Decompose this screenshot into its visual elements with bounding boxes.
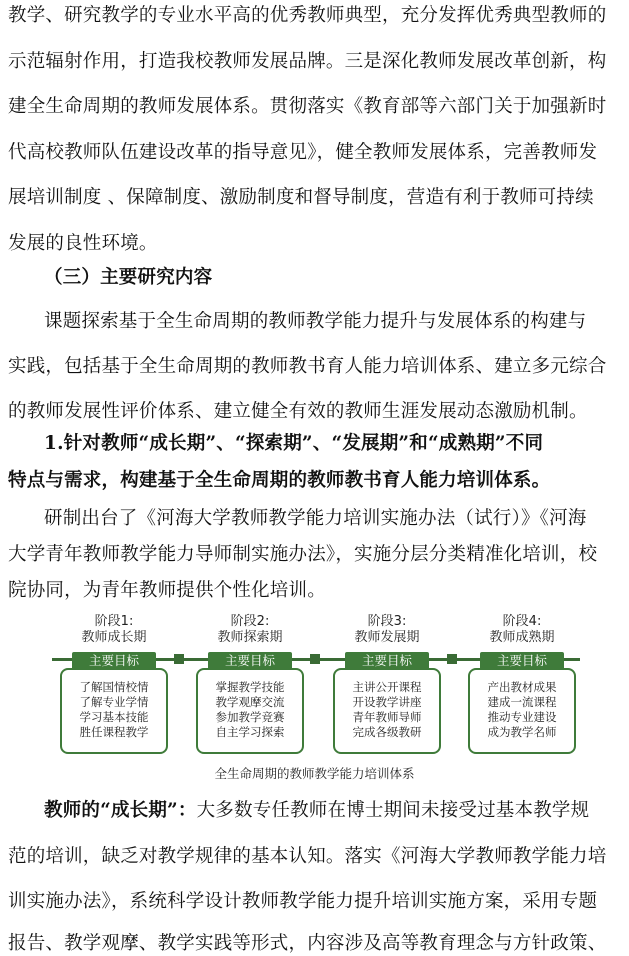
paragraph-line: 范的培训，缺乏对教学规律的基本认知。落实《河海大学教师教学能力培 <box>8 846 607 867</box>
timeline-node <box>447 654 457 664</box>
stage-number: 阶段3: <box>367 614 407 629</box>
stage-goal-label: 主要目标 <box>345 652 429 670</box>
stage-item: 推动专业建设 <box>487 710 557 724</box>
point-heading-line: 特点与需求，构建基于全生命周期的教师教书育人能力培训体系。 <box>8 470 551 491</box>
stage-2-box <box>196 668 304 754</box>
paragraph-line: 展培训制度 、保障制度、激励制度和督导制度，营造有利于教师可持续 <box>8 187 594 208</box>
stage-name: 教师成长期 <box>81 630 147 645</box>
stage-item: 主讲公开课程 <box>352 680 422 694</box>
stage-item: 掌握教学技能 <box>215 680 285 694</box>
stage-item: 了解专业学情 <box>79 695 149 709</box>
stage-number: 阶段2: <box>230 614 270 629</box>
paragraph-line: 院协同，为青年教师提供个性化培训。 <box>8 580 326 601</box>
stage-goal-label: 主要目标 <box>72 652 156 670</box>
stage-1-title <box>56 614 172 646</box>
stage-item: 教学观摩交流 <box>215 695 285 709</box>
stage-3-title <box>329 614 445 646</box>
stage-name: 教师发展期 <box>354 630 420 645</box>
paragraph-line: 训实施办法》，系统科学设计教师教学能力提升培训实施方案，采用专题 <box>8 891 598 912</box>
stage-item: 建成一流课程 <box>487 695 557 709</box>
stage-2-title <box>192 614 308 646</box>
stage-item: 自主学习探索 <box>215 725 285 739</box>
stage-item: 参加教学竞赛 <box>215 710 285 724</box>
stage-4-box <box>468 668 576 754</box>
stage-item: 开设教学讲座 <box>352 695 422 709</box>
paragraph-line: 教学、研究教学的专业水平高的优秀教师典型，充分发挥优秀典型教师的 <box>8 5 607 26</box>
phase-lead: 教师的“成长期”： <box>44 800 197 821</box>
stage-item: 学习基本技能 <box>79 710 149 724</box>
stage-item: 产出教材成果 <box>487 680 557 694</box>
stage-goal-label: 主要目标 <box>480 652 564 670</box>
timeline-node <box>310 654 320 664</box>
paragraph-line <box>44 799 622 823</box>
paragraph-text: 大多数专任教师在博士期间未接受过基本教学规 <box>196 800 590 821</box>
stage-1-box <box>60 668 168 754</box>
stage-name: 教师成熟期 <box>489 630 555 645</box>
paragraph-line: 课题探索基于全生命周期的教师教学能力提升与发展体系的构建与 <box>44 311 587 332</box>
paragraph-line: 的教师发展性评价体系、建立健全有效的教师生涯发展动态激励机制。 <box>8 401 588 422</box>
paragraph-line: 报告、教学观摩、教学实践等形式，内容涉及高等教育理念与方针政策、 <box>8 933 607 954</box>
paragraph-line: 代高校教师队伍建设改革的指导意见》，健全教师发展体系，完善教师发 <box>8 142 598 163</box>
paragraph-line: 示范辐射作用，打造我校教师发展品牌。三是深化教师发展改革创新，构 <box>8 51 607 72</box>
paragraph-line: 研制出台了《河海大学教师教学能力培训实施办法（试行）》《河海 <box>44 508 587 529</box>
timeline-node <box>174 654 184 664</box>
training-system-diagram <box>52 614 580 764</box>
stage-item: 了解国情校情 <box>79 680 149 694</box>
stage-3-box <box>333 668 441 754</box>
stage-4-title <box>464 614 580 646</box>
stage-item: 成为教学名师 <box>487 725 557 739</box>
stage-goal-label: 主要目标 <box>208 652 292 670</box>
stage-item: 完成各级教研 <box>352 725 422 739</box>
stage-item: 青年教师导师 <box>352 710 422 724</box>
stage-number: 阶段1: <box>94 614 134 629</box>
paragraph-line: 实践，包括基于全生命周期的教师教书育人能力培训体系、建立多元综合 <box>8 356 607 377</box>
paragraph-line: 发展的良性环境。 <box>8 233 158 254</box>
section-heading: （三）主要研究内容 <box>44 267 213 288</box>
stage-name: 教师探索期 <box>217 630 283 645</box>
paragraph-line: 建全生命周期的教师发展体系。贯彻落实《教育部等六部门关于加强新时 <box>8 96 607 117</box>
stage-item: 胜任课程教学 <box>79 725 149 739</box>
paragraph-line: 大学青年教师教学能力导师制实施办法》，实施分层分类精准化培训，校 <box>8 544 598 565</box>
figure-caption: 全生命周期的教师教学能力培训体系 <box>214 766 415 781</box>
stage-number: 阶段4: <box>502 614 542 629</box>
point-heading-line: 1.针对教师“成长期”、“探索期”、“发展期”和“成熟期”不同 <box>44 433 544 454</box>
